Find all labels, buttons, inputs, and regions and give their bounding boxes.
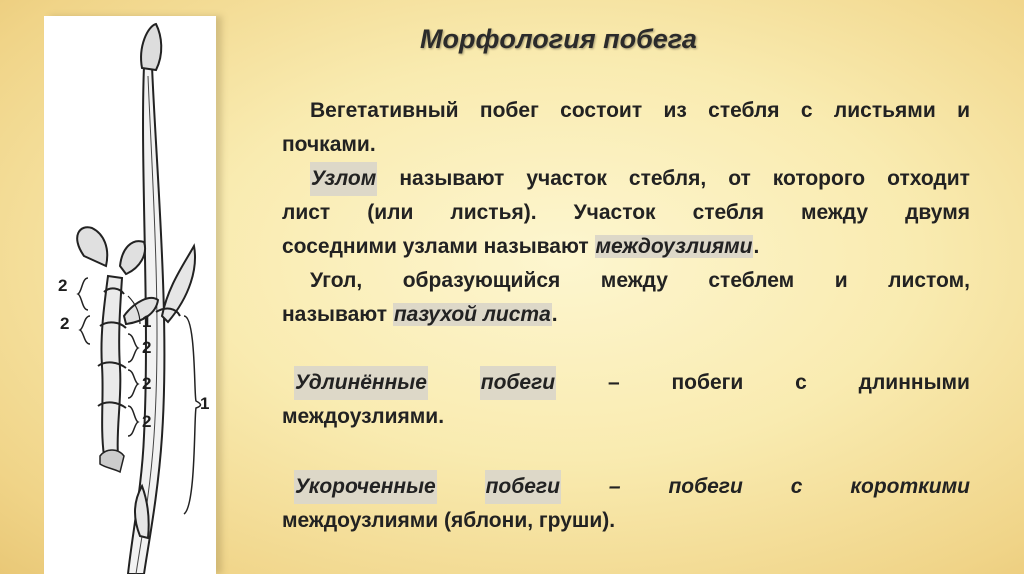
label-1-b: 1 [200,394,210,413]
term-short: Укороченные [294,470,437,504]
word: Угол, [310,269,363,292]
text: соседними узлами называют [282,235,589,258]
terminal-bud [141,24,161,70]
label-2-b: 2 [60,314,70,333]
word: стебля [692,201,764,224]
word: из [663,99,687,122]
word: Участок [573,201,656,224]
word: листом, [888,269,970,292]
p2-line-1 [282,162,970,196]
paragraph-axil-definition [282,264,970,332]
short-shoot-bud-right [120,241,145,274]
paragraph-node-definition [282,162,970,264]
label-2-e: 2 [142,412,152,431]
text: . [753,235,760,258]
word: стебля, [628,167,707,190]
term-node: Узлом [310,162,377,196]
term-leaf-axil: пазухой листа [393,303,551,326]
label-2-a: 2 [58,276,68,295]
word: побеги [671,371,744,394]
lateral-bud-upper [162,246,195,322]
short-shoot-bud-top [77,227,107,266]
word: листья). [450,201,537,224]
term-shoots: побеги [480,366,556,400]
word: и [957,99,970,122]
word: состоит [560,99,643,122]
paragraph-short-shoots [282,470,970,538]
word: от [728,167,751,190]
word: Вегетативный [310,99,459,122]
word: и [834,269,848,292]
word: длинными [858,371,970,394]
word: участок [526,167,607,190]
p3-line-1 [282,264,970,298]
word: образующийся [402,269,561,292]
p5-line-1 [282,470,970,504]
p3-line-2 [282,298,970,332]
label-2-c: 2 [142,338,152,357]
word: с [800,99,813,122]
word: побеги [668,475,743,498]
p1-line-2: почками. [282,133,376,156]
page-title: Морфология побега [420,24,697,54]
paragraph-long-shoots [282,366,970,434]
p4-line-2: междоузлиями. [282,405,445,428]
word: отходит [887,167,970,190]
label-2-d: 2 [142,374,152,393]
term-shoots: побеги [485,470,561,504]
shoot-illustration [44,16,216,574]
word: стеблем [708,269,795,292]
short-shoot [101,276,122,456]
word: листьями [833,99,936,122]
word: короткими [850,475,970,498]
p4-line-1 [282,366,970,400]
p2-line-3 [282,230,970,264]
label-1-a: 1 [142,312,152,331]
p1-line-1 [282,94,970,128]
text: называют [282,303,387,326]
text: . [551,303,558,326]
paragraph-shoot-definition [282,94,970,162]
word: – [608,475,621,498]
term-long: Удлинённые [294,366,428,400]
word: которого [772,167,866,190]
word: стебля [708,99,780,122]
word: между [800,201,869,224]
word: побег [479,99,539,122]
word: – [607,371,620,394]
word: (или [367,201,414,224]
word: лист [282,201,331,224]
word: с [790,475,803,498]
word: между [600,269,668,292]
term-internodes: междоузлиями [595,235,753,258]
p5-line-2: междоузлиями (яблони, груши). [282,509,616,532]
shoot-drawing [44,16,216,574]
word: двумя [905,201,970,224]
word: с [795,371,807,394]
word: называют [399,167,505,190]
p2-line-2 [282,196,970,230]
